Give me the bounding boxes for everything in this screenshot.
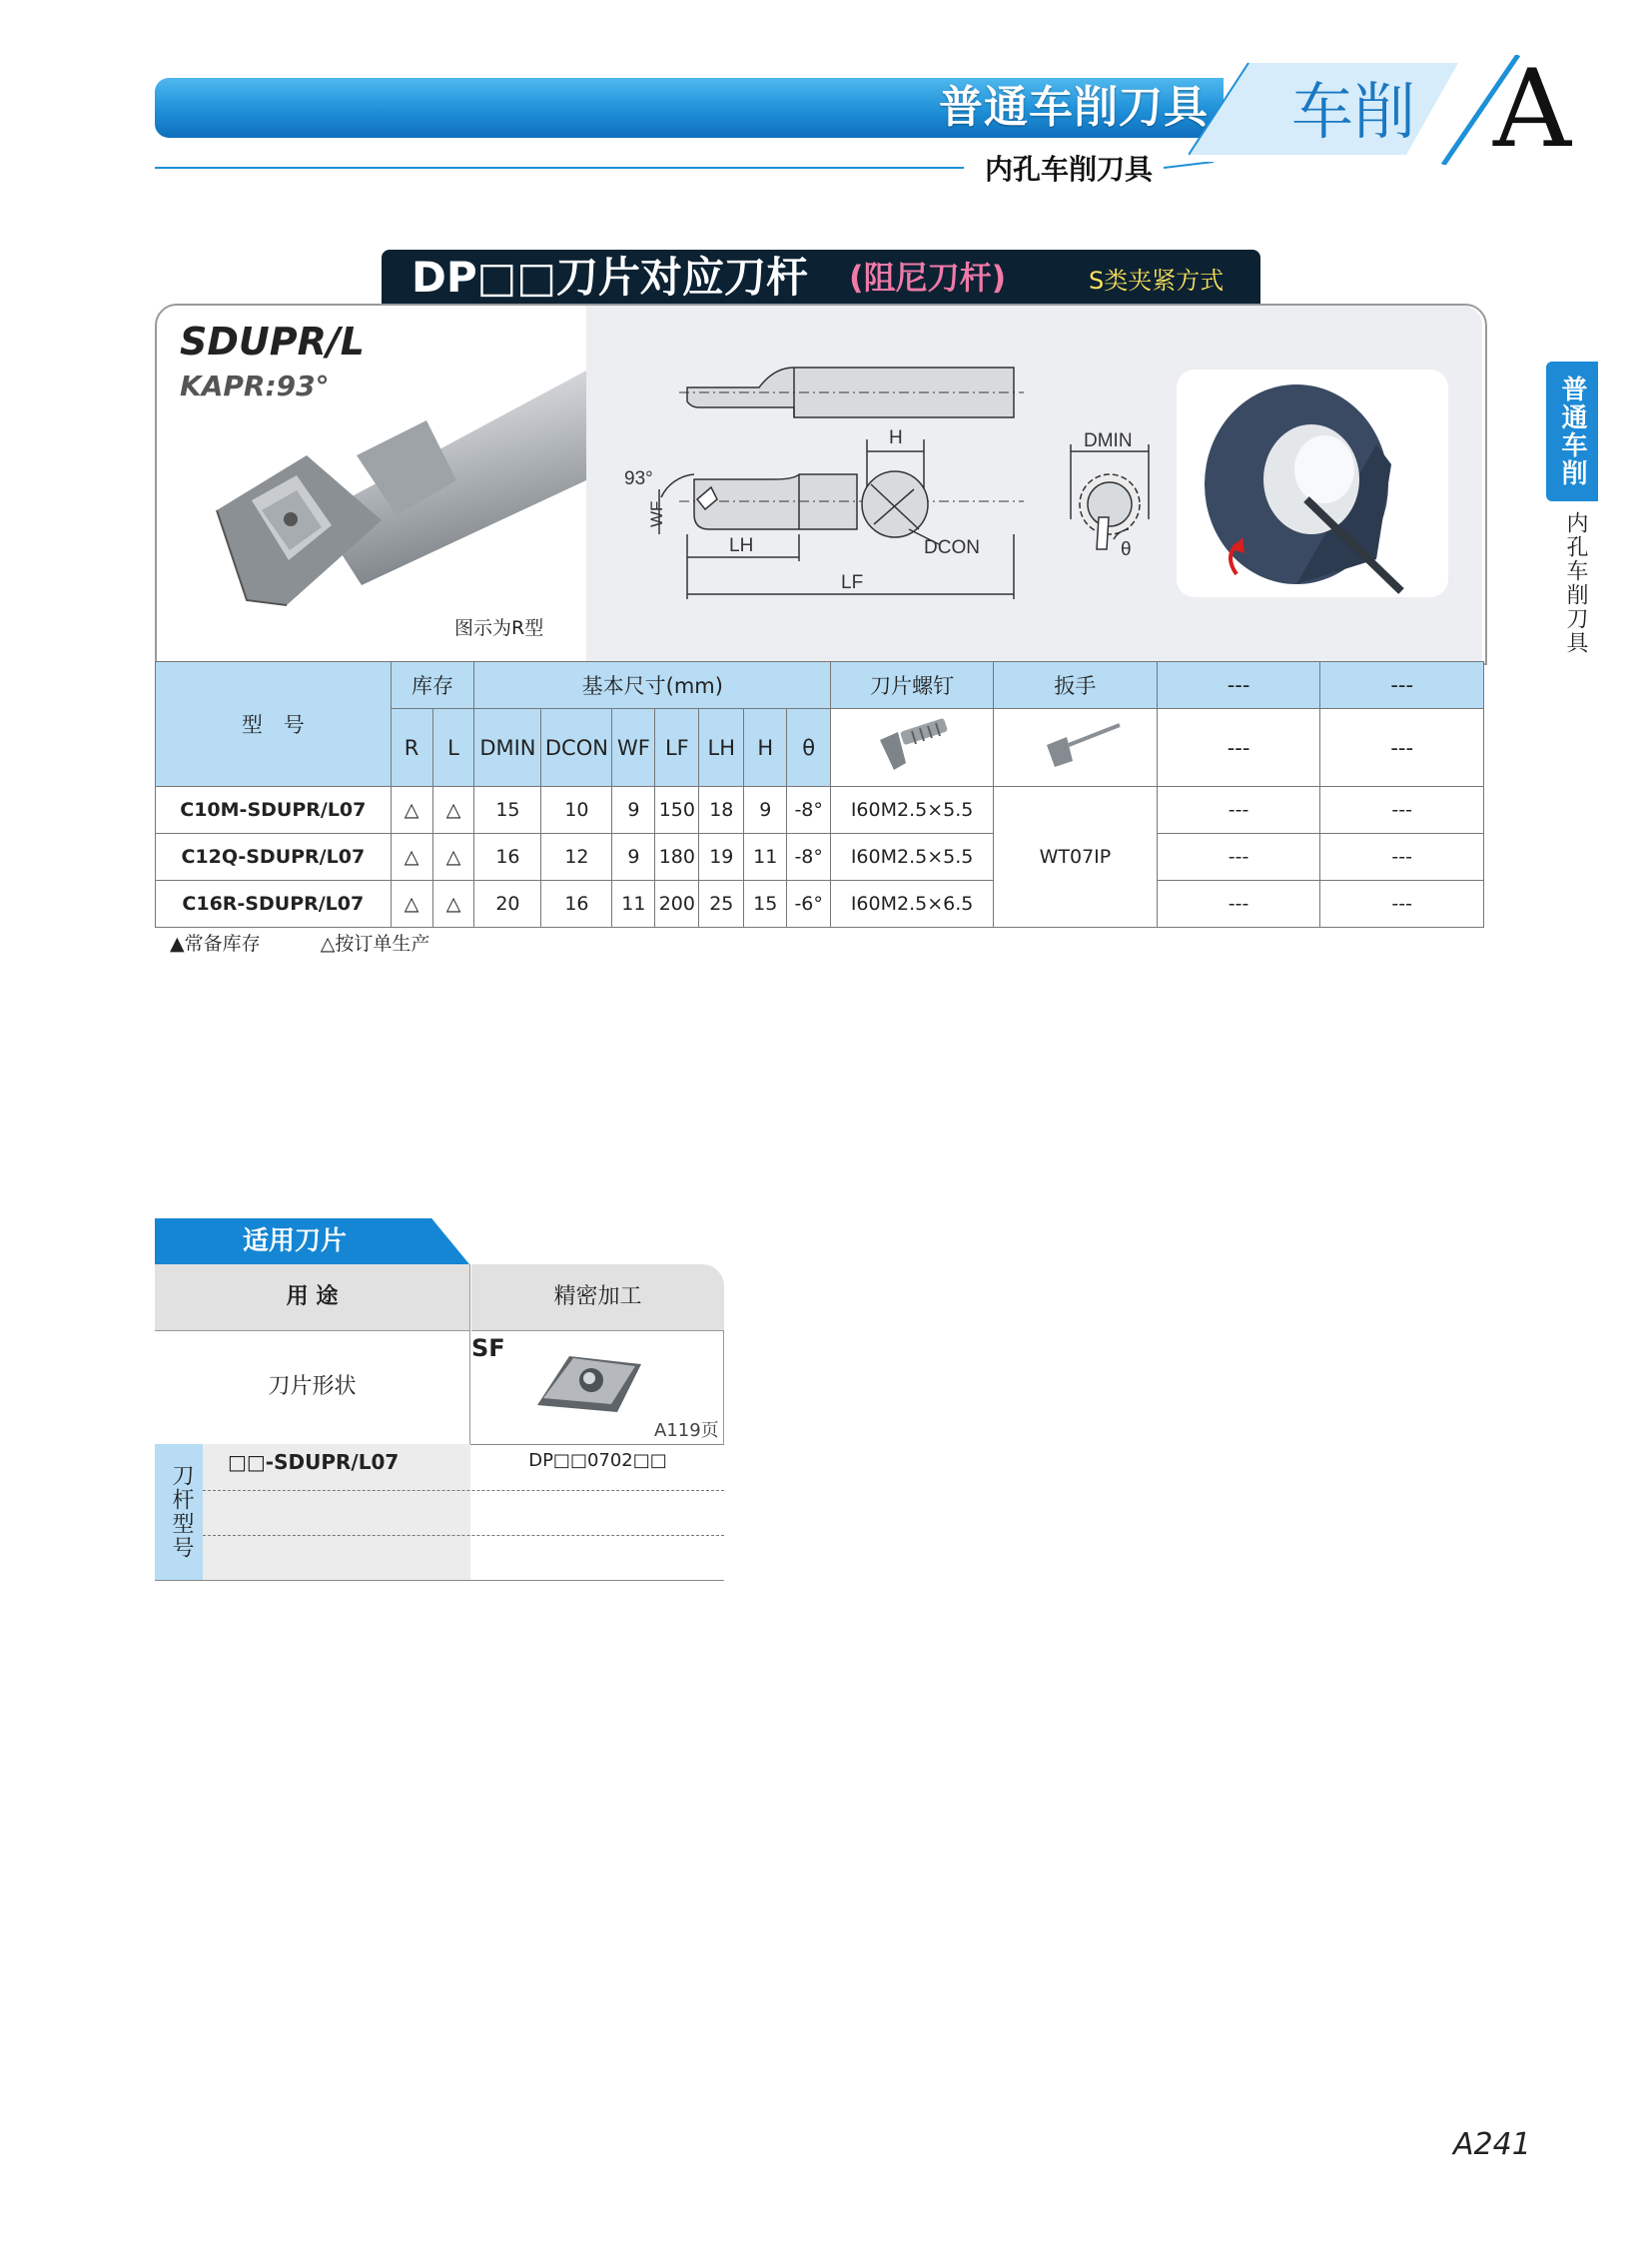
row-stock-r: △ [391,787,432,834]
wrench-icon [1025,715,1125,775]
row-h: 11 [744,834,787,881]
col-dmin: DMIN [474,709,541,787]
dim-theta-label: θ [1121,539,1132,560]
section-subtitle: 内孔车削刀具 [984,153,1153,186]
insert-col-right-border [723,1330,724,1444]
screw-image-cell [831,709,994,787]
dim-lf-label: LF [841,572,864,593]
row-lf: 150 [655,787,699,834]
product-title: DP□□刀片对应刀杆 [412,253,809,302]
col-lf: LF [655,709,699,787]
row-lf: 180 [655,834,699,881]
table-row [156,834,1484,881]
col-wf: WF [612,709,655,787]
row-lh: 19 [699,834,744,881]
col-stock: 库存 [391,662,474,709]
row-dmin: 15 [474,787,541,834]
row-screw: I60M2.5×6.5 [831,881,994,928]
product-subtitle: (阻尼刀杆) [849,259,1007,297]
stock-legend [170,929,429,956]
row-extra-1: --- [1157,787,1320,834]
holder-label: 刀杆型号 [169,1464,194,1560]
insert-bottom-rule [155,1580,724,1581]
col-extra-2: --- [1320,662,1484,709]
legend-stock: ▲常备库存 [170,933,261,955]
col-extra-1: --- [1157,662,1320,709]
col-extra-1-sub: --- [1157,709,1320,787]
row-theta: -8° [787,787,831,834]
row-wf: 9 [612,787,655,834]
row-screw: I60M2.5×5.5 [831,787,994,834]
row-dcon: 10 [541,787,612,834]
insert-model: DP□□0702□□ [528,1450,667,1471]
col-lh: LH [699,709,744,787]
row-dmin: 20 [474,881,541,928]
section-letter: A [1493,47,1571,172]
row-model: C10M-SDUPR/L07 [156,787,392,834]
dim-angle-label: 93° [624,468,653,489]
dim-lh-label: LH [729,535,754,556]
row-theta: -8° [787,834,831,881]
col-extra-2-sub: --- [1320,709,1484,787]
col-wrench: 扳手 [994,662,1158,709]
col-l: L [432,709,474,787]
row-wf: 11 [612,881,655,928]
page-number: A241 [1453,2127,1531,2162]
table-row [156,881,1484,928]
side-tab-sub: 内孔车削刀具 [1563,511,1588,655]
col-h: H [744,709,787,787]
col-theta: θ [787,709,831,787]
wrench-image-cell [994,709,1158,787]
row-h: 9 [744,787,787,834]
use-label: 用 途 [286,1284,339,1309]
product-kapr: KAPR:93° [180,370,330,402]
insert-page-ref[interactable]: A119页 [654,1420,719,1441]
col-r: R [391,709,432,787]
row-theta: -6° [787,881,831,928]
row-dcon: 16 [541,881,612,928]
row-lf: 200 [655,881,699,928]
clamp-type: S类夹紧方式 [1089,267,1225,295]
row-stock-l: △ [432,881,474,928]
row-model: C16R-SDUPR/L07 [156,881,392,928]
side-tab[interactable]: 普通车削 [1546,362,1598,501]
row-extra-2: --- [1320,881,1484,928]
insert-row-divider [203,1490,724,1491]
col-model: 型 号 [156,662,392,787]
chipbreaker-label: SF [471,1334,505,1362]
holder-model: □□-SDUPR/L07 [228,1450,400,1474]
row-h: 15 [744,881,787,928]
use-value: 精密加工 [553,1284,642,1309]
shape-label: 刀片形状 [268,1374,357,1399]
dim-dmin-label: DMIN [1084,430,1133,451]
insert-shape-icon [529,1350,649,1418]
inserts-tab-label: 适用刀片 [242,1226,347,1256]
spec-table [155,661,1484,928]
row-lh: 18 [699,787,744,834]
row-extra-2: --- [1320,834,1484,881]
row-screw: I60M2.5×5.5 [831,834,994,881]
dim-h-label: H [889,429,903,448]
row-wrench: WT07IP [994,787,1158,928]
row-extra-1: --- [1157,834,1320,881]
legend-order: △按订单生产 [320,933,430,955]
row-lh: 25 [699,881,744,928]
product-name: SDUPR/L [180,320,365,364]
col-dims: 基本尺寸(mm) [474,662,831,709]
screw-icon [872,718,952,773]
row-dcon: 12 [541,834,612,881]
category-label: 车削 [1290,75,1415,148]
image-note: 图示为R型 [454,617,544,639]
cross-section-h [849,429,1029,559]
row-model: C12Q-SDUPR/L07 [156,834,392,881]
row-stock-l: △ [432,787,474,834]
table-row [156,787,1484,834]
cross-section-dmin [1059,429,1169,564]
row-stock-r: △ [391,834,432,881]
damper-photo [1177,370,1448,597]
section-title: 普通车削刀具 [939,82,1209,133]
row-extra-1: --- [1157,881,1320,928]
row-wf: 9 [612,834,655,881]
dim-dcon-label: DCON [924,537,980,558]
row-stock-r: △ [391,881,432,928]
col-dcon: DCON [541,709,612,787]
row-stock-l: △ [432,834,474,881]
row-dmin: 16 [474,834,541,881]
col-screw: 刀片螺钉 [831,662,994,709]
insert-row-divider [203,1535,724,1536]
row-extra-2: --- [1320,787,1484,834]
dim-wf-label: WF [647,500,666,527]
